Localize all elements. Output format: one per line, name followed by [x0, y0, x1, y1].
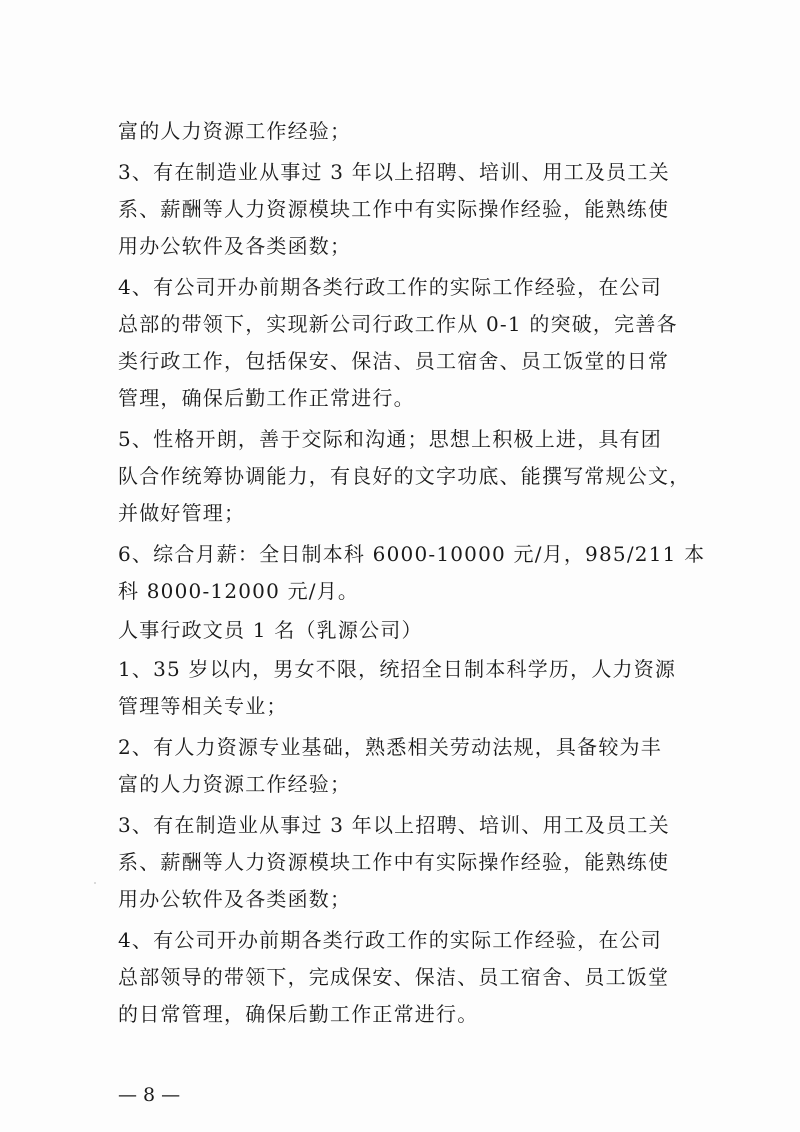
text-line: 队合作统筹协调能力，有良好的文字功底、能撰写常规公文， — [118, 464, 691, 488]
text-line: 1、35 岁以内，男女不限，统招全日制本科学历，人力资源 — [118, 657, 677, 681]
text-line: 类行政工作，包括保安、保洁、员工宿舍、员工饭堂的日常 — [118, 349, 670, 373]
text-line: 2、有人力资源专业基础，熟悉相关劳动法规，具备较为丰 — [118, 735, 662, 759]
text-line: 富的人力资源工作经验； — [118, 772, 352, 796]
text-line: 用办公软件及各类函数； — [118, 234, 352, 258]
text-line: 3、有在制造业从事过 3 年以上招聘、培训、用工及员工关 — [118, 160, 670, 184]
text-line: 4、有公司开办前期各类行政工作的实际工作经验，在公司 — [118, 928, 662, 952]
text-line: 的日常管理，确保后勤工作正常进行。 — [118, 1002, 479, 1026]
page-number: — 8 — — [118, 1084, 181, 1106]
text-line: 系、薪酬等人力资源模块工作中有实际操作经验，能熟练使 — [118, 197, 670, 221]
text-line: 3、有在制造业从事过 3 年以上招聘、培训、用工及员工关 — [118, 813, 670, 837]
text-line: 管理，确保后勤工作正常进行。 — [118, 386, 415, 410]
text-line: 富的人力资源工作经验； — [118, 119, 352, 143]
text-line: 总部的带领下，实现新公司行政工作从 0-1 的突破，完善各 — [118, 312, 678, 336]
text-line: 管理等相关专业； — [118, 694, 288, 718]
text-line: 系、薪酬等人力资源模块工作中有实际操作经验，能熟练使 — [118, 850, 670, 874]
text-line: 6、综合月薪：全日制本科 6000-10000 元/月，985/211 本 — [118, 542, 706, 566]
text-line: 4、有公司开办前期各类行政工作的实际工作经验，在公司 — [118, 275, 662, 299]
section-heading: 人事行政文员 1 名（乳源公司） — [118, 618, 423, 642]
text-line: 用办公软件及各类函数； — [118, 887, 352, 911]
text-line: 5、性格开朗，善于交际和沟通；思想上积极上进，具有团 — [118, 427, 662, 451]
text-line: 并做好管理； — [118, 501, 246, 525]
text-line: 总部领导的带领下，完成保安、保洁、员工宿舍、员工饭堂 — [118, 965, 670, 989]
text-line: 科 8000-12000 元/月。 — [118, 579, 360, 603]
scan-speck — [94, 882, 96, 884]
